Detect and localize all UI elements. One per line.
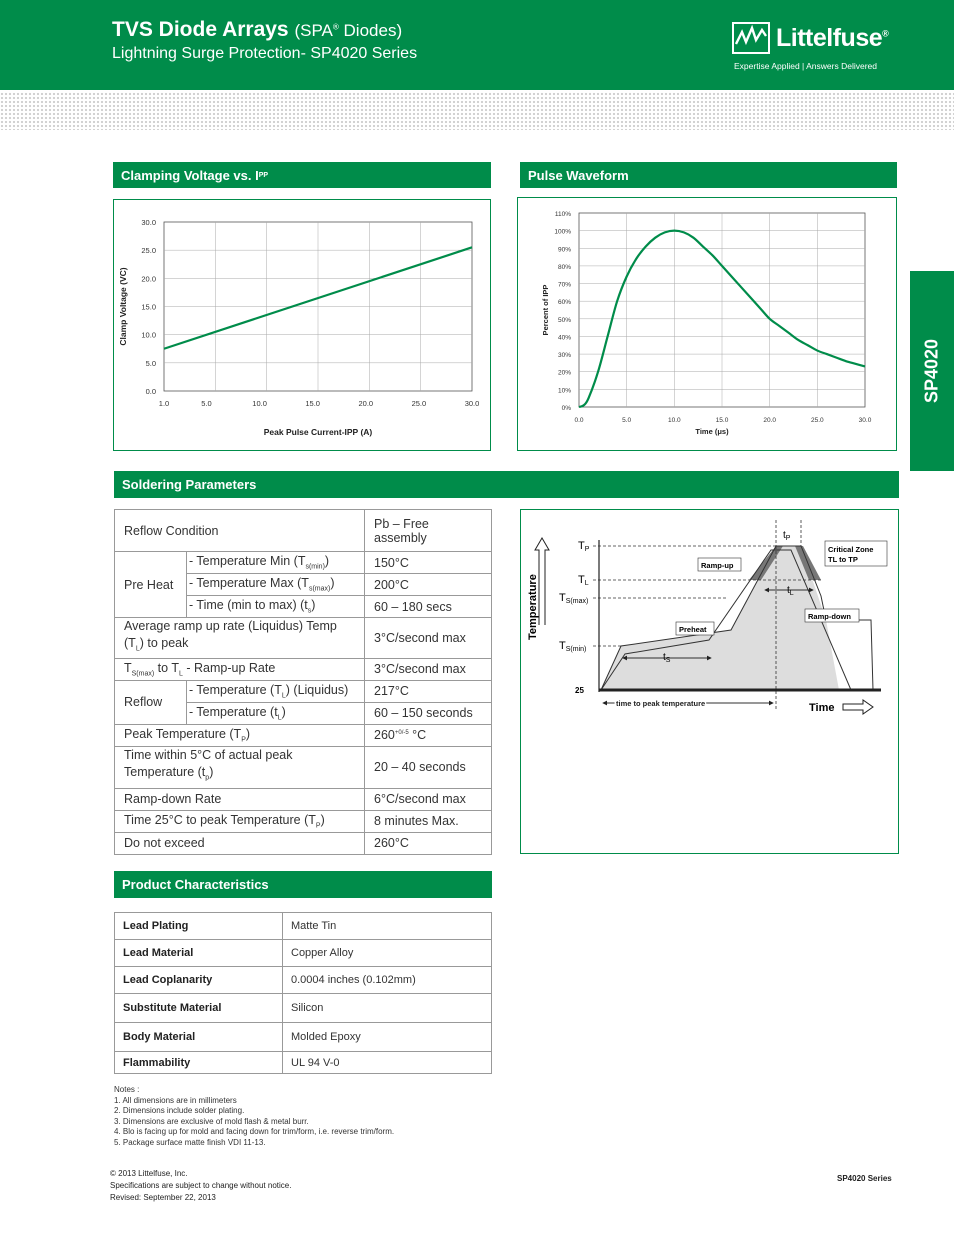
clamping-chart — [114, 200, 490, 450]
x-tick-label: 20.0 — [763, 417, 776, 424]
t25-label: 25 — [575, 686, 584, 695]
table-row — [115, 788, 492, 810]
y-tick-label: 15.0 — [141, 302, 156, 312]
cell — [115, 658, 365, 680]
cell: Pre Heat — [115, 552, 187, 618]
footer-series: SP4020 Series — [837, 1174, 892, 1183]
section-soldering-title — [114, 471, 899, 498]
x-tick-label: 20.0 — [358, 399, 374, 408]
y-tick-label: 40% — [557, 334, 571, 342]
littelfuse-mark-icon — [732, 22, 770, 54]
tl-label — [578, 574, 589, 587]
y-tick-label: 20.0 — [141, 274, 156, 284]
table-row — [115, 967, 492, 994]
txt: Peak Temperature (T — [124, 726, 242, 741]
section-product-title — [114, 871, 492, 898]
page-title — [112, 18, 402, 42]
sub: S(max) — [131, 670, 155, 678]
x-tick-label: 30.0 — [858, 417, 872, 424]
rampup-label: Ramp-up — [701, 561, 734, 570]
table-row — [115, 680, 492, 702]
sub: L — [281, 692, 286, 700]
txt: - Temperature (t — [189, 704, 278, 719]
table-row — [115, 994, 492, 1023]
table-row — [115, 724, 492, 746]
cell: 3°C/second max — [365, 658, 492, 680]
cell: 260°C — [365, 832, 492, 854]
cell: Ramp-down Rate — [115, 788, 365, 810]
cell: - Time (min to max) $(t_s)$ — [187, 596, 365, 618]
logo-name-text: Littelfuse — [776, 24, 883, 52]
x-axis-label: Time — [809, 702, 835, 714]
x-tick-label: 5.0 — [201, 399, 212, 408]
x-tick-label: 15.0 — [715, 417, 729, 424]
x-tick-label: 0.0 — [574, 417, 584, 424]
reflow-profile-box — [520, 509, 899, 854]
tp-label — [578, 540, 590, 553]
note-item: 4. Blo is facing up for mold and facing down for trim/form, i.e. reverse trim/form. — [114, 1127, 395, 1136]
logo-name — [776, 24, 888, 53]
side-tab-label: SP4020 — [921, 338, 942, 404]
cell: 60 – 180 secs — [365, 596, 492, 618]
txt: Average ramp up rate (Liquidus) Temp — [124, 619, 337, 633]
property-value: Matte Tin — [283, 913, 492, 940]
y-axis-label: Percent of IPP — [541, 284, 550, 336]
note-item: 1. All dimensions are in millimeters — [114, 1095, 237, 1105]
cell: Reflow Condition — [115, 510, 365, 552]
cell: 150°C — [365, 552, 492, 574]
footer — [110, 1168, 291, 1204]
cell — [187, 680, 365, 702]
cell: Peak Temperature $(T_P)$ — [115, 724, 365, 746]
title-spa: (SPA — [294, 21, 333, 40]
footer-revised: Revised: September 22, 2013 — [110, 1193, 216, 1202]
property-label: Lead Coplanarity — [115, 967, 283, 994]
critical-zone-range: TL to TP — [828, 555, 858, 564]
y-tick-label: 60% — [557, 299, 571, 307]
table-row — [115, 1023, 492, 1052]
tss-t: t — [663, 652, 666, 663]
note-item: 5. Package surface matte finish VDI 11-13. — [114, 1137, 266, 1147]
property-label: Substitute Material — [115, 994, 283, 1023]
y-tick-label: 30% — [557, 352, 571, 360]
x-tick-label: 10.0 — [252, 399, 267, 408]
sub: L — [277, 714, 282, 722]
property-label: Flammability — [115, 1052, 283, 1074]
rampdown-label: Ramp-down — [808, 612, 851, 621]
txt: °C — [408, 728, 427, 742]
product-characteristics-table — [114, 912, 492, 1074]
pulse-chart-box — [517, 197, 897, 451]
clamp-title-text: Clamping Voltage vs. I — [121, 167, 259, 183]
y-tick-label: 25.0 — [141, 246, 156, 256]
clamping-chart-box — [113, 199, 491, 451]
sub: P — [315, 822, 321, 830]
tp-small-label — [783, 530, 791, 542]
property-value: Silicon — [283, 994, 492, 1023]
x-tick-label: 5.0 — [622, 417, 632, 424]
x-tick-label: 10.0 — [668, 417, 681, 424]
x-axis-label: Time (μs) — [695, 427, 729, 436]
tsmin-label — [559, 640, 586, 653]
logo-tagline: Expertise Applied | Answers Delivered — [734, 61, 878, 71]
sub: s — [307, 607, 312, 615]
y-axis-label: Clamp Voltage (VC) — [118, 267, 128, 346]
x-tick-label: 25.0 — [411, 399, 427, 408]
table-row — [115, 810, 492, 832]
littelfuse-logo — [732, 20, 902, 75]
tls-t: t — [787, 585, 790, 596]
time-to-peak-label: time to peak temperature — [616, 699, 706, 708]
cell: Pb – Free assembly — [365, 510, 492, 552]
table-row — [115, 510, 492, 552]
tl-sub: L — [584, 580, 589, 587]
notes-heading: Notes : — [114, 1085, 140, 1094]
reflow-profile-diagram — [521, 510, 898, 853]
sub: L — [135, 645, 140, 653]
section-pulse-title — [520, 162, 897, 188]
pulse-chart — [518, 198, 896, 450]
cell: Do not exceed — [115, 832, 365, 854]
y-tick-label: 10.0 — [141, 330, 156, 340]
cell — [115, 618, 365, 659]
y-tick-label: 110% — [554, 211, 571, 218]
table-row — [115, 940, 492, 967]
property-value: UL 94 V-0 — [283, 1052, 492, 1074]
cell: - Temperature Min $(T_{s(min)})$ — [187, 552, 365, 574]
table-row — [115, 658, 492, 680]
y-tick-label: 30.0 — [141, 218, 156, 227]
cell: Time within 5°C of actual peak Temperature $(t_p)$ — [115, 746, 365, 788]
sub: p — [205, 774, 210, 782]
title-diodes: Diodes) — [338, 21, 403, 40]
table-row — [115, 832, 492, 854]
y-tick-label: 50% — [557, 316, 571, 324]
txt: Time within 5°C of actual peak — [124, 748, 293, 763]
tls-sub: L — [789, 590, 794, 597]
txt: - Temperature Max (T — [189, 576, 309, 591]
property-value: 0.0004 inches (0.102mm) — [283, 967, 492, 994]
x-tick-label: 25.0 — [811, 417, 824, 424]
soldering-title-text: Soldering Parameters — [122, 477, 257, 492]
cell: 6°C/second max — [365, 788, 492, 810]
y-axis-label: Temperature — [527, 574, 539, 640]
y-tick-label: 90% — [557, 246, 571, 254]
table-row — [115, 913, 492, 940]
tsmax-label — [559, 592, 588, 605]
tsmax-sub: S(max) — [565, 598, 589, 605]
critical-zone-label: Critical Zone — [828, 545, 874, 554]
txt: 260 — [374, 728, 395, 742]
y-tick-label: 20% — [557, 369, 571, 377]
dot-pattern-band — [0, 92, 954, 130]
y-tick-label: 70% — [557, 281, 571, 289]
txt: to T — [154, 660, 179, 675]
txt: - Temperature (T — [189, 682, 282, 697]
cell: - Temperature Max $(T_{s(max)})$ — [187, 574, 365, 596]
footer-spec: Specifications are subject to change without notice. — [110, 1181, 292, 1190]
tp-sub: P — [584, 546, 590, 553]
tp-t: T — [578, 540, 585, 552]
property-label: Lead Plating — [115, 913, 283, 940]
page-subtitle: Lightning Surge Protection- SP4020 Series — [112, 45, 418, 62]
cell: Time 25°C to peak Temperature $(T_P)$ — [115, 810, 365, 832]
tsmin-t: T — [559, 640, 566, 652]
x-tick-label: 15.0 — [305, 399, 320, 408]
sub: P — [241, 736, 246, 744]
sup: +0/-5 — [394, 729, 409, 736]
y-tick-label: 0% — [561, 405, 571, 412]
property-label: Body Material — [115, 1023, 283, 1052]
cell: 217°C — [365, 680, 492, 702]
section-clamping-title — [113, 162, 491, 188]
txt: ) (Liquidus) — [285, 682, 349, 697]
table-row — [115, 746, 492, 788]
y-tick-label: 100% — [554, 228, 571, 236]
page-header — [0, 0, 954, 90]
txt: - Time (min to max) (t — [189, 598, 308, 613]
note-item: 2. Dimensions include solder plating. — [114, 1106, 245, 1115]
property-value: Copper Alloy — [283, 940, 492, 967]
y-tick-label: 0.0 — [145, 387, 156, 396]
txt: - Temperature Min (T — [189, 554, 306, 569]
title-main: TVS Diode Arrays — [112, 18, 289, 41]
time-arrow-icon — [843, 700, 873, 714]
side-tab — [910, 271, 954, 471]
cell: 60 – 150 seconds — [365, 702, 492, 724]
soldering-table — [114, 509, 492, 855]
x-tick-label: 30.0 — [464, 399, 480, 408]
cell: Reflow — [115, 680, 187, 724]
preheat-label: Preheat — [679, 625, 707, 634]
sub: s(max) — [308, 585, 331, 593]
note-item: 3. Dimensions are exclusive of mold flash & metal burr. — [114, 1116, 309, 1126]
title-reg: ® — [332, 22, 339, 32]
x-tick-label: 1.0 — [158, 399, 170, 408]
tps-t: t — [783, 530, 786, 541]
txt: ) to peak — [139, 636, 189, 650]
tsmin-sub: S(min) — [565, 646, 587, 653]
txt: Time 25°C to peak Temperature (T — [124, 812, 316, 827]
cell — [365, 724, 492, 746]
y-tick-label: 80% — [557, 263, 571, 271]
cell: 200°C — [365, 574, 492, 596]
txt: (T — [124, 636, 136, 650]
table-row — [115, 618, 492, 659]
cell: 20 – 40 seconds — [365, 746, 492, 788]
tl-t: T — [578, 574, 585, 586]
cell: 3°C/second max — [365, 618, 492, 659]
tss-sub: S — [665, 657, 671, 664]
tps-sub: P — [785, 535, 791, 542]
cell: - Temperature $(t_L)$ — [187, 702, 365, 724]
property-value: Molded Epoxy — [283, 1023, 492, 1052]
notes — [114, 1085, 394, 1148]
table-row — [115, 1052, 492, 1074]
txt: Temperature (t — [124, 765, 206, 780]
footer-copyright: © 2013 Littelfuse, Inc. — [110, 1169, 188, 1178]
txt: T — [124, 660, 132, 675]
tsmax-t: T — [559, 592, 566, 604]
property-label: Lead Material — [115, 940, 283, 967]
table-row — [115, 552, 492, 574]
product-title-text: Product Characteristics — [122, 877, 269, 892]
y-tick-label: 10% — [557, 387, 571, 395]
y-tick-label: 5.0 — [145, 358, 156, 368]
logo-reg: ® — [882, 28, 889, 39]
clamp-title-sub: PP — [258, 171, 269, 179]
txt: - Ramp-up Rate — [182, 660, 276, 675]
sub: L — [178, 670, 183, 678]
x-axis-label: Peak Pulse Current-IPP (A) — [263, 427, 373, 437]
sub: s(min) — [305, 563, 325, 571]
cell: 8 minutes Max. — [365, 810, 492, 832]
pulse-title-text: Pulse Waveform — [528, 167, 629, 183]
